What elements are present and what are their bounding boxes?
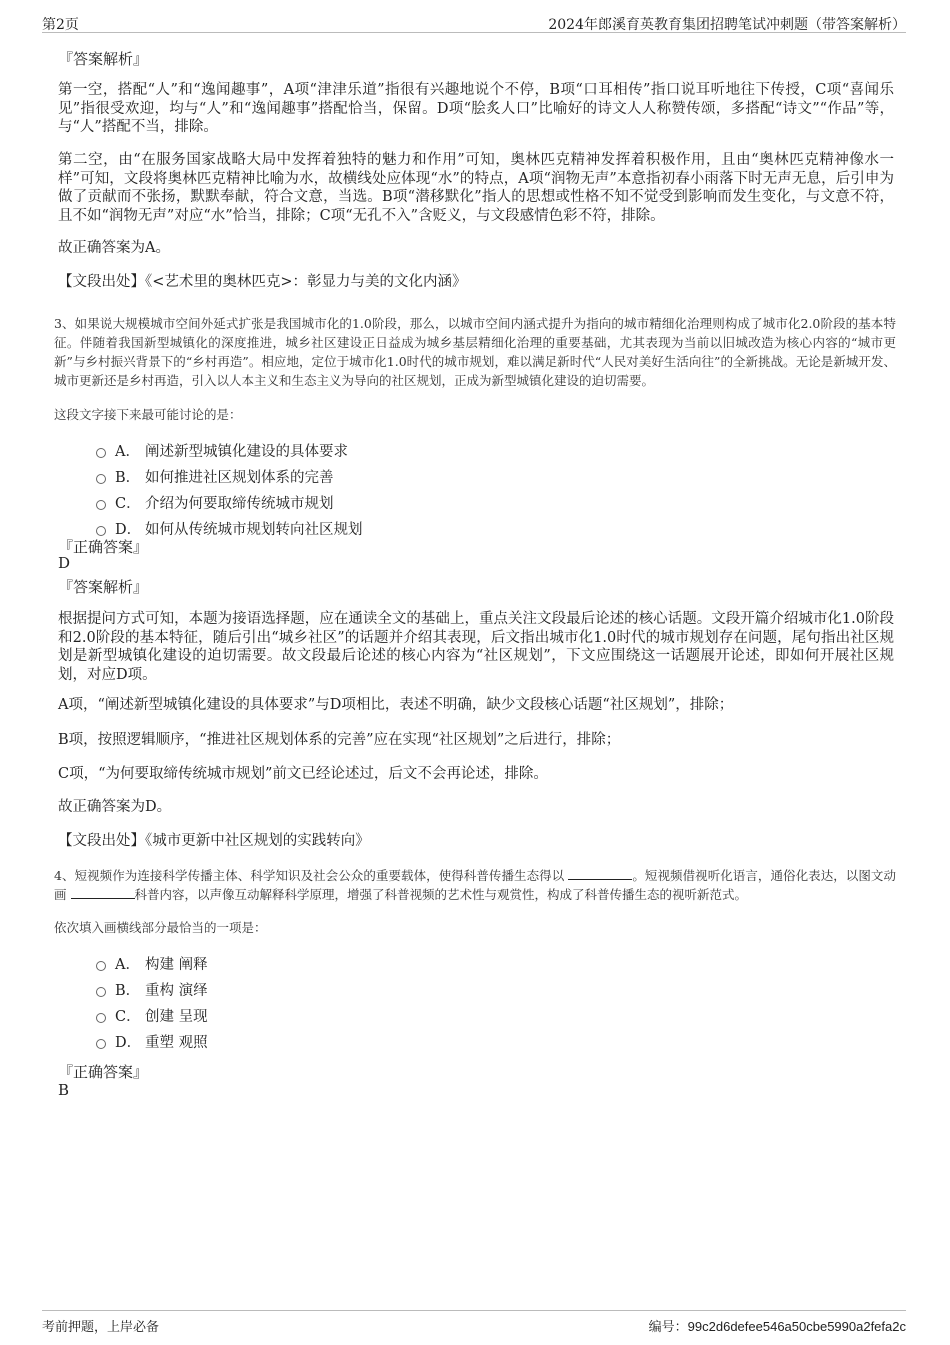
analysis-label: 『答案解析』 — [58, 50, 149, 68]
source-citation: 【文段出处】《城市更新中社区规划的实践转向》 — [58, 833, 370, 849]
page-footer — [42, 1310, 906, 1335]
answer-statement: 故正确答案为A。 — [58, 240, 170, 256]
radio-button[interactable] — [96, 1039, 106, 1049]
question-prompt: 依次填入画横线部分最恰当的一项是： — [54, 920, 267, 935]
radio-button[interactable] — [96, 474, 106, 484]
radio-button[interactable] — [96, 448, 106, 458]
correct-answer: D — [58, 554, 71, 572]
analysis-label: 『答案解析』 — [58, 578, 149, 596]
blank-1 — [568, 867, 632, 880]
radio-button[interactable] — [96, 1013, 106, 1023]
radio-button[interactable] — [96, 987, 106, 997]
page-header — [42, 12, 906, 33]
source-citation: 【文段出处】《<艺术里的奥林匹克>：彰显力与美的文化内涵》 — [58, 274, 467, 290]
question-prompt: 这段文字接下来最可能讨论的是： — [54, 407, 242, 422]
correct-answer-label: 『正确答案』 — [58, 1063, 149, 1081]
radio-button[interactable] — [96, 961, 106, 971]
question-stem: 3、如果说大规模城市空间外延式扩张是我国城市化的1.0阶段，那么，以城市空间内涵式提升为指向的城市精细化治理则构成了城市化2.0阶段的基本特征。伴随着我国新型城镇化的深度推进，城乡社区建设正日益成为城乡基层精细化治理的重要基础，尤其表现为当前以旧城改造为核心内容的“城市更新”与乡村振兴背景下的“乡村再造”。相应地，定位于城市化1.0时代的城市规划，难以满足新时代“人民对美好生活向往”的全新挑战。无论是新城开发、城市更新还是乡村再造，引入以人本主义和生态主义为导向的社区规划，正成为新型城镇化建设的迫切需要。 — [54, 316, 896, 388]
answer-statement: 故正确答案为D。 — [58, 799, 172, 815]
analysis-paragraph: 根据提问方式可知，本题为接语选择题，应在通读全文的基础上，重点关注文段最后论述的核心话题。文段开篇介绍城市化1.0阶段和2.0阶段的基本特征，随后引出“城乡社区”的话题并介绍其表现，后文指出城市化1.0时代的城市规划存在问题，尾句指出社区规划是新型城镇化建设的迫切需要。故文段最后论述的核心内容为“社区规划”，下文应围绕这一话题展开论述，即如何开展社区规划，对应D项。 — [58, 611, 894, 683]
analysis-paragraph: 第一空，搭配“人”和“逸闻趣事”，A项“津津乐道”指很有兴趣地说个不停，B项“口耳相传”指口说耳听地往下传授，C项“喜闻乐见”指很受欢迎，均与“人”和“逸闻趣事”搭配恰当，保留。D项“脍炙人口”比喻好的诗文人人称赞传颂，多搭配“诗文”“作品”等，与“人”搭配不当，排除。 — [58, 82, 894, 135]
blank-2 — [71, 886, 135, 899]
document-title: 2024年郎溪育英教育集团招聘笔试冲刺题（带答案解析） — [548, 17, 906, 33]
question-stem: 4、短视频作为连接科学传播主体、科学知识及社会公众的重要载体，使得科普传播生态得以 。短视频借视听化语言，通俗化表达，以图文动画 科普内容，以声像互动解释科学原理，增强了科普视频的艺术性与观赏性，构成了科普传播生态的视听新范式。 — [54, 868, 896, 902]
analysis-paragraph: A项，“阐述新型城镇化建设的具体要求”与D项相比，表述不明确，缺少文段核心话题“社区规划”，排除； — [58, 697, 734, 713]
option-a[interactable]: A． 构建 阐释 — [96, 956, 208, 974]
option-d[interactable]: D． 重塑 观照 — [96, 1034, 208, 1052]
option-c[interactable]: C． 创建 呈现 — [96, 1008, 208, 1026]
option-b[interactable]: B． 重构 演绎 — [96, 982, 208, 1000]
footer-slogan: 考前押题，上岸必备 — [42, 1320, 160, 1335]
analysis-paragraph: B项，按照逻辑顺序，“推进社区规划体系的完善”应在实现“社区规划”之后进行，排除； — [58, 732, 621, 748]
document-code: 编号：99c2d6defee546a50cbe5990a2fefa2c — [648, 1319, 906, 1335]
radio-button[interactable] — [96, 500, 106, 510]
radio-button[interactable] — [96, 526, 106, 536]
analysis-paragraph: C项，“为何要取缔传统城市规划”前文已经论述过，后文不会再论述，排除。 — [58, 766, 548, 782]
page-number: 第2页 — [42, 17, 79, 33]
option-b[interactable]: B． 如何推进社区规划体系的完善 — [96, 469, 334, 487]
option-d[interactable]: D． 如何从传统城市规划转向社区规划 — [96, 521, 363, 539]
option-c[interactable]: C． 介绍为何要取缔传统城市规划 — [96, 495, 334, 513]
correct-answer-label: 『正确答案』 — [58, 538, 149, 556]
option-a[interactable]: A． 阐述新型城镇化建设的具体要求 — [96, 443, 348, 461]
correct-answer: B — [58, 1081, 70, 1099]
analysis-paragraph: 第二空，由“在服务国家战略大局中发挥着独特的魅力和作用”可知，奥林匹克精神发挥着积极作用，且由“奥林匹克精神像水一样”可知，文段将奥林匹克精神比喻为水，故横线处应体现“水”的特点，A项“润物无声”本意指初春小雨落下时无声无息，后引申为做了贡献而不张扬，默默奉献，符合文意，当选。B项“潜移默化”指人的思想或性格不知不觉受到影响而发生变化，与文意不符，且不如“润物无声”对应“水”恰当，排除；C项“无孔不入”含贬义，与文段感情色彩不符，排除。 — [58, 152, 894, 224]
